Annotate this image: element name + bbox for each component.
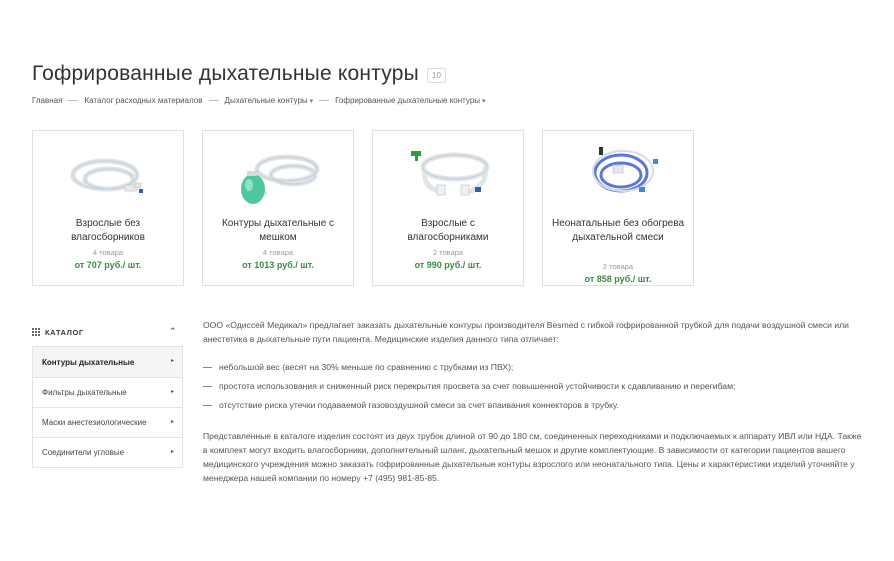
category-card-with-bag[interactable] bbox=[202, 130, 354, 286]
card-price: от 1013 руб./ шт. bbox=[242, 260, 314, 270]
details-paragraph: Представленные в каталоге изделия состоят из двух трубок длиной от 90 до 180 см, соединенных переходниками и подключаемых к аппарату ИВЛ или НДА. Также в комплект могут входить влагосборники, дополнительный шланг, дыхательный мешок и другие комплектующие. В зависимости от категории пациентов вашего медицинского учреждения можно заказать гофрированные дыхательные контуры взрослого или неонатального типа. Цены и характеристики изделий уточняйте у менеджера нашей компании по номеру +7 (495) 981-85-85. bbox=[203, 431, 862, 483]
card-quantity: 2 товара bbox=[602, 262, 634, 271]
chevron-up-icon[interactable]: ⌃ bbox=[168, 326, 177, 336]
count-badge: 10 bbox=[427, 68, 446, 83]
card-quantity: 4 товара bbox=[92, 248, 124, 257]
category-card-adult-with-trap[interactable] bbox=[372, 130, 524, 286]
breadcrumb-separator bbox=[209, 100, 219, 101]
catalog-title: КАТАЛОГ bbox=[45, 327, 84, 337]
list-item-text: отсутствие риска утечки подаваемой газовоздушной смеси за счет впаивания коннекторов в трубку. bbox=[219, 400, 619, 410]
breadcrumb-separator bbox=[319, 100, 329, 101]
category-description bbox=[203, 318, 868, 485]
neonatal-circuit-image bbox=[569, 145, 669, 207]
dash-icon bbox=[203, 405, 212, 406]
category-cards bbox=[32, 130, 694, 286]
catalog-list bbox=[32, 346, 183, 468]
page-title-text: Гофрированные дыхательные контуры bbox=[32, 62, 419, 85]
chevron-right-icon: ▸ bbox=[170, 449, 174, 455]
category-card-adult-no-trap[interactable] bbox=[32, 130, 184, 286]
card-price: от 990 руб./ шт. bbox=[414, 260, 482, 270]
chevron-down-icon: ▾ bbox=[482, 98, 486, 105]
breadcrumb-label: Гофрированные дыхательные контуры bbox=[335, 96, 481, 105]
breadcrumb bbox=[32, 96, 486, 105]
chevron-right-icon: ▸ bbox=[170, 358, 174, 364]
catalog-header[interactable] bbox=[32, 318, 183, 346]
breadcrumb-label: Дыхательные контуры bbox=[224, 96, 308, 105]
card-title: Контуры дыхательные с мешком bbox=[221, 218, 335, 243]
sidebar-item-label: Контуры дыхательные bbox=[42, 357, 135, 367]
dash-icon bbox=[203, 367, 212, 368]
breathing-circuit-trap-image bbox=[399, 145, 499, 207]
breadcrumb-current[interactable] bbox=[335, 96, 485, 105]
intro-paragraph: ООО «Одиссей Медикал» предлагает заказать дыхательные контуры производителя Besmed с гибкой гофрированной трубкой для подачи воздушной смеси или анестетика в дыхательные пути пациента. Медицинские изделия данного типа отличает: bbox=[203, 320, 849, 344]
sidebar-item-anesthesia-masks[interactable] bbox=[33, 407, 182, 437]
category-card-neonatal[interactable] bbox=[542, 130, 694, 286]
breadcrumb-home[interactable]: Главная bbox=[32, 96, 63, 105]
card-title: Взрослые без влагосборников bbox=[71, 218, 145, 243]
dash-icon bbox=[203, 386, 212, 387]
page-title bbox=[32, 62, 446, 86]
breadcrumb-catalog[interactable]: Каталог расходных материалов bbox=[84, 96, 203, 105]
sidebar-item-label: Фильтры дыхательные bbox=[42, 388, 127, 397]
breathing-circuit-bag-image bbox=[229, 145, 329, 207]
list-item bbox=[203, 377, 868, 396]
sidebar-item-label: Маски анестезиологические bbox=[42, 418, 147, 427]
list-item bbox=[203, 358, 868, 377]
sidebar-item-label: Соединители угловые bbox=[42, 448, 125, 457]
list-item-text: небольшой вес (весят на 30% меньше по сравнению с трубками из ПВХ); bbox=[219, 362, 514, 372]
sidebar-item-breathing-filters[interactable] bbox=[33, 377, 182, 407]
grid-icon bbox=[32, 328, 40, 336]
list-item bbox=[203, 396, 868, 415]
breadcrumb-breathing-circuits[interactable] bbox=[225, 96, 314, 105]
card-title: Неонатальные без обогрева дыхательной смеси bbox=[551, 218, 685, 243]
sidebar-item-breathing-circuits[interactable] bbox=[33, 347, 182, 377]
card-title: Взрослые с влагосборниками bbox=[407, 218, 489, 243]
card-price: от 858 руб./ шт. bbox=[584, 274, 652, 284]
card-quantity: 4 товара bbox=[262, 248, 294, 257]
breathing-circuit-image bbox=[59, 145, 159, 207]
chevron-down-icon: ▾ bbox=[309, 98, 314, 105]
chevron-right-icon: ▸ bbox=[170, 419, 174, 425]
card-quantity: 2 товара bbox=[432, 248, 464, 257]
catalog-sidebar bbox=[32, 318, 183, 468]
chevron-right-icon: ▸ bbox=[170, 389, 174, 395]
list-item-text: простота использования и сниженный риск перекрытия просвета за счет повышенной устойчивости к сдавливанию и перегибам; bbox=[219, 381, 736, 391]
sidebar-item-angle-connectors[interactable] bbox=[33, 437, 182, 467]
features-list bbox=[203, 358, 868, 415]
card-price: от 707 руб./ шт. bbox=[74, 260, 142, 270]
breadcrumb-separator bbox=[68, 100, 78, 101]
